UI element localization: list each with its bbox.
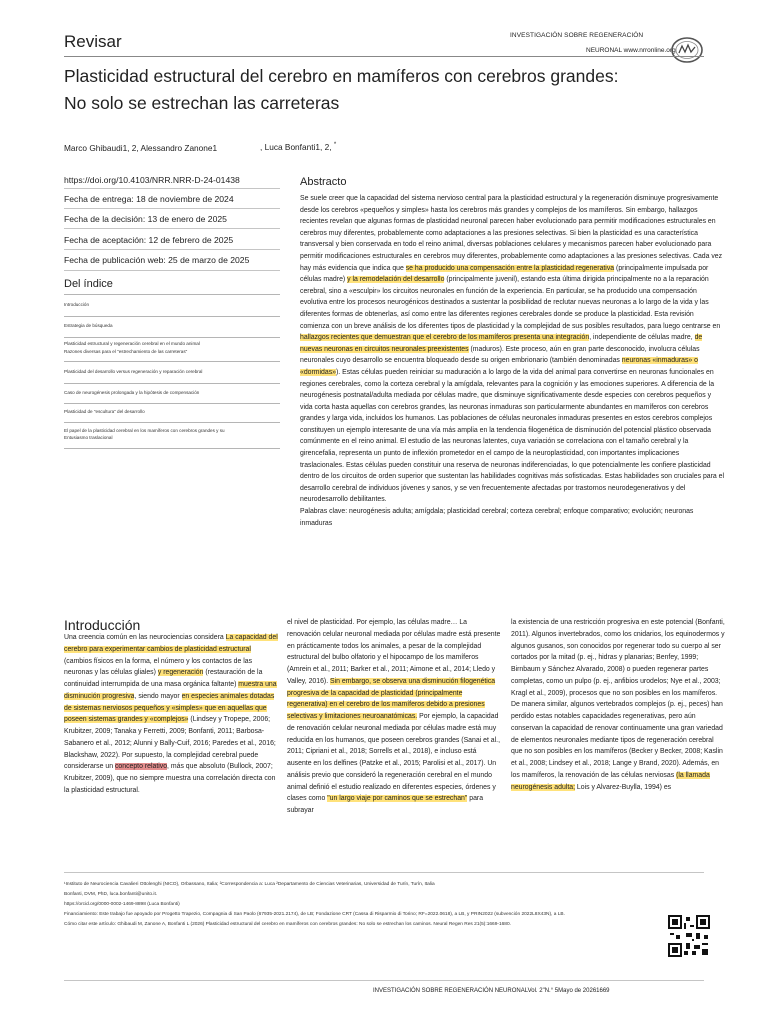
toc-item[interactable]: Caso de neurogénesis prolongada y la hipótesis de compensación: [64, 390, 200, 395]
journal-name: INVESTIGACIÓN SOBRE REGENERACIÓN: [510, 32, 644, 39]
body-text: (cambios físicos en la forma, el número y los contactos de las neuronas y las células gliales): [64, 657, 253, 677]
abstract-text: Se suele creer que la capacidad del sistema nervioso central para la plasticidad estructural y la regeneración disminuye progresivamente desde los cerebros «pequeños y simples» hasta los cerebros más grandes y complejos de los mamíferos. Sin embargo, hallazgos recientes revelan que algunas formas de plasticidad neuronal parecen haber evolucionado para permitir modificaciones estructurales en cerebros muy diferentes, probablemente como adaptaciones a las presiones selectivas. Si bien la plasticidad es una característica transversal y bien conservada en todo el reino animal, diversas poblaciones celulares y mecanismos parecen haber evolucionado para permitir modificaciones estructurales en cerebros muy diferentes, probablemente como adaptaciones a las presiones selectivas. Cada vez hay más evidencia que indica que: [300, 195, 723, 272]
highlight: y la remodelación del desarrollo: [347, 276, 445, 284]
body-column-1: [64, 632, 278, 797]
page-footer: INVESTIGACIÓN SOBRE REGENERACIÓN NEURONALVol. 2"N.° 5Mayo de 20261669: [373, 988, 610, 994]
article-title-line-2: No solo se estrechan las carreteras: [64, 93, 340, 113]
highlight: hallazgos recientes que demuestran que el cerebro de los mamíferos presenta una integración: [300, 334, 590, 342]
toc-title: Del índice: [64, 278, 113, 290]
document-type: Revisar: [64, 32, 122, 51]
body-text: , siendo mayor: [134, 692, 182, 700]
highlight: se ha producido una compensación entre la plasticidad regenerativa: [405, 264, 615, 272]
toc-item[interactable]: Estrategia de búsqueda: [64, 323, 113, 328]
published-date: Fecha de publicación web: 25 de marzo de 2025: [64, 255, 250, 265]
highlight: muestra una disminución progresiva: [64, 681, 277, 700]
qr-code-icon[interactable]: [668, 915, 710, 957]
body-column-3: [511, 617, 725, 793]
header-rule: [64, 56, 704, 57]
body-text: el nivel de plasticidad. Por ejemplo, las células madre… La renovación celular neuronal mediada por células madre está presente en prácticamente todos los animales, a pesar de la complejidad estructural del bulbo olfatorio y el hipocampo de los mamíferos (Amrein et al., 2011; Barker et al., 2011; Aimone et al., 2014; Lledo y Valley, 2016).: [287, 619, 501, 685]
author-second: , Luca Bonfanti1, 2,: [260, 142, 332, 152]
toc-item[interactable]: Plasticidad del desarrollo versus regeneración y reparación cerebral: [64, 369, 203, 374]
highlight-red: concepto relativo: [114, 763, 168, 771]
introduction-heading: Introducción: [64, 617, 141, 633]
footnote-rule: [64, 872, 704, 873]
toc-item[interactable]: Plasticidad estructural y regeneración cerebral en el mundo animal: [64, 341, 200, 346]
toc-item[interactable]: Plasticidad de "escultura" del desarrollo: [64, 409, 145, 414]
toc-rule: [64, 422, 280, 423]
correspondence-note: Bonfanti, DVM, PhD, luca.bonfanti@unito.it.: [64, 892, 158, 897]
highlight: La capacidad del cerebro para experimentar cambios de plasticidad estructural: [64, 634, 278, 653]
abstract-body: [300, 193, 724, 529]
article-title-line-1: Plasticidad estructural del cerebro en mamíferos con cerebros grandes:: [64, 66, 619, 86]
toc-item[interactable]: Razones diversas para el "estrechamiento de las carreteras": [64, 349, 188, 354]
meta-rule: [64, 270, 280, 271]
body-text: Una creencia común en las neurociencias considera: [64, 634, 226, 641]
body-text: (Lindsey y Tropepe, 2006; Krubitzer, 2009; Tanaka y Ferretti, 2009; Bonfanti, 2011; Barbosa-Sabanero et al., 2012; Alunni y Bally-Cuif, 2016; Paredes et al., 2016; Blackshaw, 2022). Por supuesto, la complejidad cerebral puede considerarse un: [64, 716, 276, 771]
keywords: Palabras clave: neurogénesis adulta; amígdala; plasticidad cerebral; corteza cerebral; enfoque comparativo; evolución; neuronas inmaduras: [300, 508, 694, 527]
toc-rule: [64, 294, 280, 295]
highlight: en especies animales dotadas de sistemas nerviosos pequeños y «simples» que en aquellas que poseen sistemas grandes y «complejos»: [64, 692, 275, 724]
highlight: Sin embargo, se observa una disminución filogenética progresiva de la capacidad de plasticidad (principalmente regenerativa) en el cerebro de los mamíferos debido a presiones selectivas y limitaciones neuroanatómicas.: [287, 677, 496, 720]
meta-rule: [64, 228, 280, 229]
meta-rule: [64, 249, 280, 250]
abstract-title: Abstracto: [300, 176, 347, 188]
body-text: (restauración de la continuidad interrumpida de una masa orgánica faltante): [64, 669, 263, 688]
decision-date: Fecha de la decisión: 13 de enero de 2025: [64, 214, 227, 224]
citation-note: Cómo citar este artículo: Ghibaudi M, Zanone A, Bonfanti L (2026) Plasticidad estructural del cerebro en mamíferos con cerebros grandes: No solo se estrechan los caminos. Neural Regen Res 21(5):1669-1680.: [64, 922, 511, 927]
author-list-corresponding: [260, 142, 336, 152]
toc-rule: [64, 316, 280, 317]
abstract-text: (principalmente juvenil), estando esta última dirigida principalmente no a la reparación cerebral, sino a «esculpir» los circuitos neuronales en función de la experiencia. En particular, se ha producido una compensación evolutiva entre los procesos neurogénicos destinados a sustentar la posibilidad de reclutar nuevas neuronas a lo largo de la vida y las diferentes formas de obtenerlas, así como entre las diferentes regiones cerebrales donde se produce la plasticidad. Esta revisión comienza con un breve análisis de los diferentes tipos de plasticidad y la complejidad de sus posibles resultados, para luego centrarse en: [300, 276, 721, 330]
body-text: la existencia de una restricción progresiva en este potencial (Bonfanti, 2011). Algunos invertebrados, como los cnidarios, los equinodermos y algunos gusanos, son conocidos por regenerar todo su cuerpo al ser cortados por la mitad (p. ej., hidras y planarias; Benfey, 1999; Birnbaum y Sánchez Alvarado, 2008) o pueden regenerar partes completas, como un pulpo (p. ej., anfibios urodelos; Nye et al., 2003; Kragl et al., 2009), procesos que no son posibles en los mamíferos. De manera similar, algunos vertebrados complejos (p. ej., peces) han perdido estas notables capacidades regenerativas, pero aún conservan la capacidad de renovar continuamente una gran variedad de elementos neuronales mediante tipos de regeneración cerebral que no son posibles en los mamíferos (Becker y Becker, 2008; Kaslin et al., 2008; Lindsey et al., 2018; Lange y Brand, 2020). Además, en los mamíferos, la renovación de las células nerviosas: [511, 619, 725, 779]
footnotes: [64, 880, 664, 930]
toc-rule: [64, 403, 280, 404]
orcid-link[interactable]: https://orcid.org/0000-0002-1469-8898 (Luca Bonfanti): [64, 902, 180, 907]
body-text: Por ejemplo, la capacidad de renovación celular neuronal mediada por células madre está muy reducida en los humanos, que poseen cerebros grandes (Sanai et al., 2011; Cipriani et al., 2018; Sorrells et al., 2018), e incluso está ausente en los delfines (Patzke et al., 2015; Parolisi et al., 2017). Un análisis previo que consideró la regeneración cerebral en el mundo animal definió el estudio realizado en diferentes especies, órdenes y clases como: [287, 713, 500, 803]
doi-link[interactable]: https://doi.org/10.4103/NRR.NRR-D-24-01438: [64, 175, 240, 185]
received-date: Fecha de entrega: 18 de noviembre de 2024: [64, 194, 234, 204]
author-list: Marco Ghibaudi1, 2, Alessandro Zanone1: [64, 143, 218, 153]
funding-note: Financiamiento: Este trabajo fue apoyado por Progetto Trapezio, Compagnia di San Paolo (67935-2021.2174), de LB; Fondazione CRT (Cassa di Risparmio di Torino; RF=2022.0618), a LB, y PRIN2022 (subvención 2022L8X43N), a LB.: [64, 912, 565, 917]
body-text: para subrayar: [287, 795, 484, 814]
journal-website[interactable]: NEURONAL www.nrronline.org: [586, 47, 676, 54]
body-column-2: [287, 617, 501, 817]
toc-item[interactable]: Entusiasmo traslacional: [64, 435, 113, 440]
highlight: (la llamada neurogénesis adulta;: [511, 771, 710, 791]
affiliation-note: ¹Instituto de Neurociencia Cavalieri Ottolenghi (NICO), Orbassano, Italia; ²Correspondencia a: Luca ²Departamento de Ciencias Veterinarias, Universidad de Turín, Turín, Italia: [64, 882, 435, 887]
abstract-text: ). Estas células pueden reiniciar su maduración a lo largo de la vida del animal para convertirse en neuronas funcionales en regiones cerebrales, como la corteza cerebral y la amígdala, relevantes para la cognición y las emociones superiores. A diferencia de la neurogénesis postnatal/adulta mediada por células madre, que disminuye significativamente desde especies con cerebros pequeños y vida corta hasta aquellas con cerebros grandes, las neuronas inmaduras son particularmente abundantes en mamíferos con cerebros grandes y larga vida, incluidos los humanos. Las poblaciones de células neuronales inmaduras presentes en estos cerebros complejos constituyen un ejemplo interesante de una vía más amplia en la tendencia filogenética de disminución del potencial plástico observada comúnmente en el reino animal. El estudio de las neuronas latentes, cuya variación se correlaciona con el tamaño cerebral y la girencefalia, representa un punto de inflexión prometedor en el campo de la neuroplasticidad, con importantes implicaciones traslacionales. Estas células pueden constituir una reserva de neuronas indiferenciadas, lo que potencialmente les confiere plasticidad dentro de los circuitos de orden superior que sustentan las habilidades cognitivas más sofisticadas. Estas habilidades son cruciales para el desarrollo cerebral de individuos jóvenes y sanos, y se ven frecuentemente afectadas por trastornos neurodegenerativos y del neurodesarrollo debilitantes.: [300, 368, 725, 504]
toc-rule: [64, 448, 280, 449]
body-text: , más que absoluto (Bullock, 2007; Krubitzer, 2009), que no siempre muestra una correlación directa con la plasticidad estructural.: [64, 763, 276, 794]
highlight: "un largo viaje por caminos que se estrechan": [327, 795, 468, 803]
accepted-date: Fecha de aceptación: 12 de febrero de 2025: [64, 235, 234, 245]
footer-rule: [64, 980, 704, 981]
highlight: de nuevas neuronas en circuitos neuronales preexistentes: [300, 334, 703, 353]
abstract-text: , independiente de células madre,: [589, 334, 695, 342]
abstract-text: (maduros). Este proceso, aún en gran parte desconocido, involucra células neuronales cuyo desarrollo se encuentra bloqueado desde su origen embrionario (también denominadas: [300, 345, 700, 365]
body-text: Lois y Alvarez-Buylla, 1994) es: [574, 783, 672, 791]
abstract-text: (principalmente impulsada por células madre): [300, 264, 709, 284]
toc-item[interactable]: Introducción: [64, 302, 90, 307]
toc-rule: [64, 361, 280, 362]
journal-logo-icon: [670, 36, 704, 64]
highlight: y regeneración: [157, 669, 204, 677]
highlight: neuronas «inmaduras» o «dormidas»: [300, 357, 699, 376]
meta-rule: [64, 208, 280, 209]
toc-item[interactable]: El papel de la plasticidad cerebral en los mamíferos con cerebros grandes y su: [64, 428, 225, 433]
meta-rule: [64, 188, 280, 189]
corresponding-star: *: [333, 142, 337, 149]
toc-rule: [64, 383, 280, 384]
toc-rule: [64, 337, 280, 338]
